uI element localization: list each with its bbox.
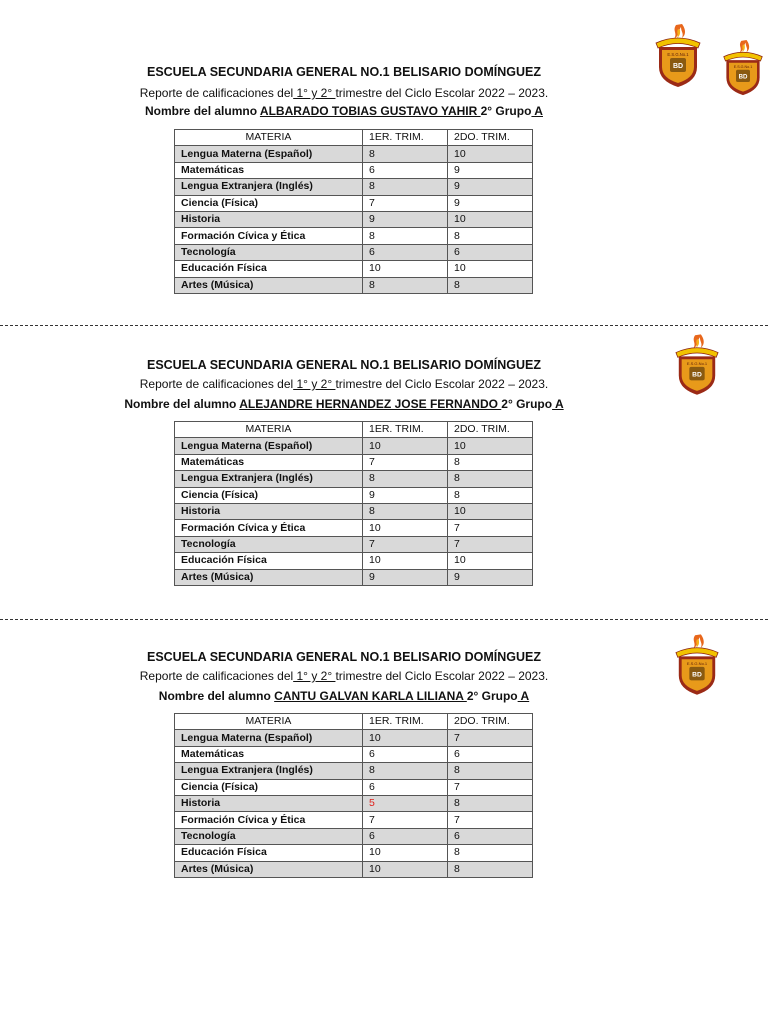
subject-cell: Artes (Música) xyxy=(175,277,363,293)
school-crest-icon-2 xyxy=(722,38,764,98)
student-line: Nombre del alumno ALEJANDRE HERNANDEZ JOSE FERNANDO 2° Grupo A xyxy=(124,397,564,411)
subject-cell: Historia xyxy=(175,795,363,811)
subject-cell: Tecnología xyxy=(175,828,363,844)
table-row xyxy=(175,503,533,519)
subject-cell: Historia xyxy=(175,503,363,519)
subject-cell: Formación Cívica y Ética xyxy=(175,228,363,244)
grades-table xyxy=(174,421,533,586)
report-period: Reporte de calificaciones del 1° y 2° trimestre del Ciclo Escolar 2022 – 2023. xyxy=(139,377,549,391)
grade-t1-cell: 6 xyxy=(363,779,448,795)
grade-t2-cell: 10 xyxy=(448,503,533,519)
table-row xyxy=(175,520,533,536)
table-row xyxy=(175,244,533,260)
svg-text:E.S.G.No.1: E.S.G.No.1 xyxy=(686,361,708,366)
grade-t1-cell: 7 xyxy=(363,195,448,211)
grade-t2-cell: 9 xyxy=(448,162,533,178)
grade-t1-cell: 10 xyxy=(363,553,448,569)
table-row xyxy=(175,795,533,811)
subject-cell: Lengua Materna (Español) xyxy=(175,730,363,746)
subject-cell: Artes (Música) xyxy=(175,569,363,585)
grade-t2-cell: 8 xyxy=(448,763,533,779)
grade-t2-cell: 10 xyxy=(448,438,533,454)
cut-line xyxy=(0,619,768,620)
grade-t2-cell: 8 xyxy=(448,487,533,503)
header-t1: 1ER. TRIM. xyxy=(363,422,448,438)
header-t2: 2DO. TRIM. xyxy=(448,130,533,146)
school-crest-icon xyxy=(674,632,720,698)
grade-t2-cell: 7 xyxy=(448,730,533,746)
table-row xyxy=(175,454,533,470)
grade-t1-cell: 5 xyxy=(363,795,448,811)
grade-t2-cell: 8 xyxy=(448,228,533,244)
grade-t1-cell: 6 xyxy=(363,244,448,260)
table-row xyxy=(175,812,533,828)
table-row xyxy=(175,779,533,795)
header-t1: 1ER. TRIM. xyxy=(363,714,448,730)
subject-cell: Ciencia (Física) xyxy=(175,487,363,503)
table-row xyxy=(175,277,533,293)
svg-text:E.S.G.No.1: E.S.G.No.1 xyxy=(667,52,689,57)
grade-t2-cell: 8 xyxy=(448,277,533,293)
grade-t2-cell: 7 xyxy=(448,520,533,536)
grade-t1-cell: 8 xyxy=(363,228,448,244)
grades-table xyxy=(174,713,533,878)
svg-text:BD: BD xyxy=(738,73,748,81)
subject-cell: Matemáticas xyxy=(175,162,363,178)
grade-t1-cell: 6 xyxy=(363,746,448,762)
table-row xyxy=(175,845,533,861)
table-row xyxy=(175,179,533,195)
svg-text:BD: BD xyxy=(692,371,702,379)
grade-t1-cell: 8 xyxy=(363,179,448,195)
table-row xyxy=(175,162,533,178)
grade-t1-cell: 8 xyxy=(363,277,448,293)
table-row xyxy=(175,195,533,211)
grade-t2-cell: 10 xyxy=(448,261,533,277)
grade-t2-cell: 9 xyxy=(448,195,533,211)
grade-t2-cell: 8 xyxy=(448,795,533,811)
svg-text:E.S.G.No.1: E.S.G.No.1 xyxy=(733,65,753,69)
table-row xyxy=(175,730,533,746)
grade-t1-cell: 8 xyxy=(363,471,448,487)
table-row xyxy=(175,438,533,454)
grade-t2-cell: 6 xyxy=(448,828,533,844)
school-crest-icon xyxy=(674,332,720,398)
subject-cell: Formación Cívica y Ética xyxy=(175,812,363,828)
table-row xyxy=(175,569,533,585)
subject-cell: Ciencia (Física) xyxy=(175,195,363,211)
student-line: Nombre del alumno ALBARADO TOBIAS GUSTAVO YAHIR 2° Grupo A xyxy=(145,104,543,118)
grade-t2-cell: 7 xyxy=(448,812,533,828)
subject-cell: Educación Física xyxy=(175,845,363,861)
subject-cell: Artes (Música) xyxy=(175,861,363,877)
subject-cell: Tecnología xyxy=(175,536,363,552)
grade-t2-cell: 9 xyxy=(448,569,533,585)
subject-cell: Ciencia (Física) xyxy=(175,779,363,795)
table-row xyxy=(175,536,533,552)
header-materia: MATERIA xyxy=(175,422,363,438)
table-row xyxy=(175,553,533,569)
grade-t1-cell: 8 xyxy=(363,503,448,519)
header-t2: 2DO. TRIM. xyxy=(448,422,533,438)
subject-cell: Lengua Extranjera (Inglés) xyxy=(175,471,363,487)
svg-text:E.S.G.No.1: E.S.G.No.1 xyxy=(686,661,708,666)
subject-cell: Educación Física xyxy=(175,261,363,277)
school-title: ESCUELA SECUNDARIA GENERAL NO.1 BELISARIO DOMÍNGUEZ xyxy=(146,650,541,664)
header-materia: MATERIA xyxy=(175,130,363,146)
grade-t2-cell: 10 xyxy=(448,553,533,569)
subject-cell: Lengua Extranjera (Inglés) xyxy=(175,179,363,195)
grade-t2-cell: 8 xyxy=(448,471,533,487)
table-row xyxy=(175,211,533,227)
grade-t1-cell: 9 xyxy=(363,487,448,503)
grade-t2-cell: 6 xyxy=(448,244,533,260)
grade-t2-cell: 9 xyxy=(448,179,533,195)
subject-cell: Matemáticas xyxy=(175,454,363,470)
subject-cell: Matemáticas xyxy=(175,746,363,762)
grade-t1-cell: 10 xyxy=(363,730,448,746)
subject-cell: Lengua Materna (Español) xyxy=(175,146,363,162)
grade-t1-cell: 6 xyxy=(363,828,448,844)
subject-cell: Lengua Extranjera (Inglés) xyxy=(175,763,363,779)
grade-t1-cell: 10 xyxy=(363,261,448,277)
table-row xyxy=(175,471,533,487)
grade-t1-cell: 7 xyxy=(363,536,448,552)
table-row xyxy=(175,487,533,503)
grade-t1-cell: 10 xyxy=(363,438,448,454)
header-t2: 2DO. TRIM. xyxy=(448,714,533,730)
subject-cell: Formación Cívica y Ética xyxy=(175,520,363,536)
school-crest-icon xyxy=(654,22,702,90)
grade-t2-cell: 8 xyxy=(448,861,533,877)
report-period: Reporte de calificaciones del 1° y 2° trimestre del Ciclo Escolar 2022 – 2023. xyxy=(139,669,549,683)
subject-cell: Lengua Materna (Español) xyxy=(175,438,363,454)
grade-t1-cell: 10 xyxy=(363,520,448,536)
svg-text:BD: BD xyxy=(672,63,684,70)
report-period: Reporte de calificaciones del 1° y 2° trimestre del Ciclo Escolar 2022 – 2023. xyxy=(139,86,549,100)
grade-t2-cell: 8 xyxy=(448,454,533,470)
cut-line xyxy=(0,325,768,326)
student-line: Nombre del alumno CANTU GALVAN KARLA LILIANA 2° Grupo A xyxy=(158,689,530,703)
grade-t1-cell: 7 xyxy=(363,812,448,828)
grade-t1-cell: 9 xyxy=(363,211,448,227)
grade-t1-cell: 7 xyxy=(363,454,448,470)
grades-table xyxy=(174,129,533,294)
grade-t1-cell: 8 xyxy=(363,763,448,779)
table-row xyxy=(175,228,533,244)
grade-t1-cell: 10 xyxy=(363,861,448,877)
grade-t2-cell: 6 xyxy=(448,746,533,762)
header-t1: 1ER. TRIM. xyxy=(363,130,448,146)
table-row xyxy=(175,828,533,844)
subject-cell: Educación Física xyxy=(175,553,363,569)
svg-text:BD: BD xyxy=(692,671,702,679)
table-row xyxy=(175,261,533,277)
table-row xyxy=(175,146,533,162)
grade-t1-cell: 8 xyxy=(363,146,448,162)
table-row xyxy=(175,746,533,762)
school-title: ESCUELA SECUNDARIA GENERAL NO.1 BELISARIO DOMÍNGUEZ xyxy=(146,358,541,372)
grade-t2-cell: 7 xyxy=(448,779,533,795)
table-row xyxy=(175,763,533,779)
grade-t2-cell: 10 xyxy=(448,146,533,162)
grade-t2-cell: 7 xyxy=(448,536,533,552)
grade-t1-cell: 9 xyxy=(363,569,448,585)
subject-cell: Tecnología xyxy=(175,244,363,260)
header-materia: MATERIA xyxy=(175,714,363,730)
grade-t2-cell: 10 xyxy=(448,211,533,227)
subject-cell: Historia xyxy=(175,211,363,227)
grade-t2-cell: 8 xyxy=(448,845,533,861)
school-title: ESCUELA SECUNDARIA GENERAL NO.1 BELISARIO DOMÍNGUEZ xyxy=(146,65,541,79)
table-row xyxy=(175,861,533,877)
grade-t1-cell: 10 xyxy=(363,845,448,861)
grade-t1-cell: 6 xyxy=(363,162,448,178)
